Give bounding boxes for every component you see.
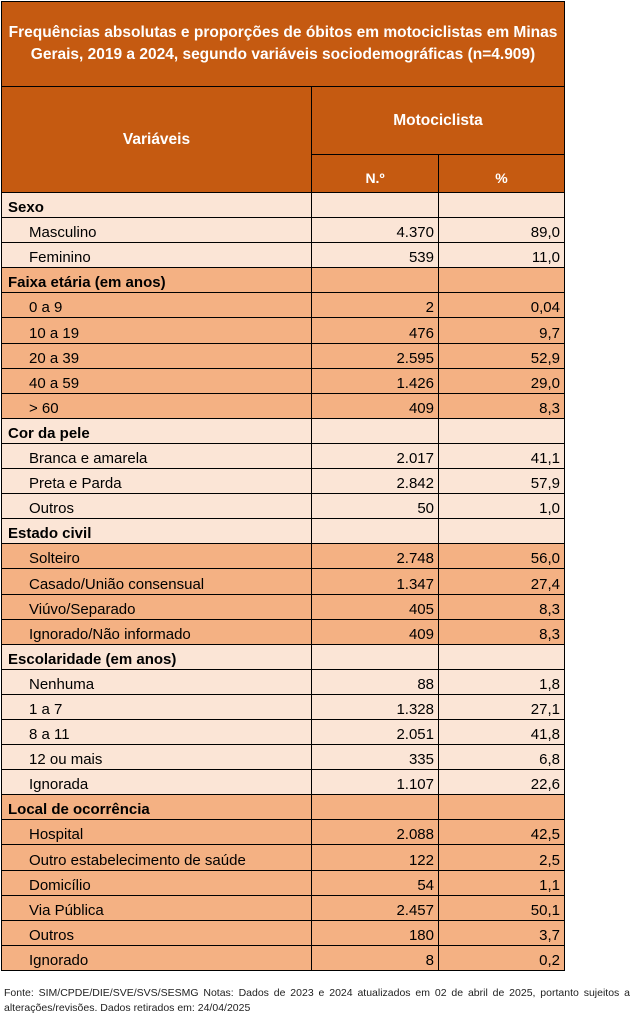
- table-row: [2, 669, 565, 694]
- row-count: 50: [312, 494, 439, 519]
- row-percent: 50,1: [439, 895, 565, 920]
- table-row: [2, 293, 565, 318]
- row-label: Feminino: [2, 243, 312, 268]
- row-label: 0 a 9: [2, 293, 312, 318]
- table-row: [2, 544, 565, 569]
- row-label: 8 a 11: [2, 719, 312, 744]
- table-row: [2, 318, 565, 343]
- section-header-row: [2, 193, 565, 218]
- table-row: [2, 393, 565, 418]
- row-percent: 52,9: [439, 343, 565, 368]
- table-row: [2, 845, 565, 870]
- row-count: 1.426: [312, 368, 439, 393]
- row-count: 539: [312, 243, 439, 268]
- section-header-row: [2, 795, 565, 820]
- row-label: Masculino: [2, 218, 312, 243]
- row-count: 2.051: [312, 719, 439, 744]
- row-percent: 27,4: [439, 569, 565, 594]
- table-row: [2, 770, 565, 795]
- row-percent: 11,0: [439, 243, 565, 268]
- row-count: 2.017: [312, 443, 439, 468]
- section-title: Faixa etária (em anos): [2, 268, 312, 293]
- row-label: > 60: [2, 393, 312, 418]
- row-count: 409: [312, 393, 439, 418]
- row-label: 20 a 39: [2, 343, 312, 368]
- empty-cell: [439, 795, 565, 820]
- row-count: 8: [312, 945, 439, 970]
- row-label: Casado/União consensual: [2, 569, 312, 594]
- row-label: Ignorado: [2, 945, 312, 970]
- row-percent: 9,7: [439, 318, 565, 343]
- row-percent: 1,1: [439, 870, 565, 895]
- row-percent: 2,5: [439, 845, 565, 870]
- row-count: 2.842: [312, 469, 439, 494]
- section-title: Cor da pele: [2, 418, 312, 443]
- row-count: 2.595: [312, 343, 439, 368]
- section-title: Sexo: [2, 193, 312, 218]
- table-row: [2, 594, 565, 619]
- row-label: Via Pública: [2, 895, 312, 920]
- row-label: Outro estabelecimento de saúde: [2, 845, 312, 870]
- header-n: N.º: [312, 155, 439, 193]
- section-title: Local de ocorrência: [2, 795, 312, 820]
- row-count: 476: [312, 318, 439, 343]
- row-label: 12 ou mais: [2, 745, 312, 770]
- row-percent: 22,6: [439, 770, 565, 795]
- row-percent: 8,3: [439, 619, 565, 644]
- row-percent: 41,1: [439, 443, 565, 468]
- table-title: Frequências absolutas e proporções de óbitos em motociclistas em Minas Gerais, 2019 a 2024, segundo variáveis sociodemográficas (n=4.909): [2, 2, 565, 87]
- row-percent: 0,04: [439, 293, 565, 318]
- table-row: [2, 619, 565, 644]
- row-percent: 29,0: [439, 368, 565, 393]
- row-percent: 27,1: [439, 694, 565, 719]
- source-footnote: Fonte: SIM/CPDE/DIE/SVE/SVS/SESMG Notas: Dados de 2023 e 2024 atualizados em 02 de abril de 2025, portanto sujeitos a alterações/revisões. Dados retirados em: 24/04/2025: [4, 987, 630, 1014]
- empty-cell: [312, 418, 439, 443]
- table-row: [2, 494, 565, 519]
- row-percent: 57,9: [439, 469, 565, 494]
- data-table-container: [1, 1, 564, 971]
- row-percent: 42,5: [439, 820, 565, 845]
- empty-cell: [439, 193, 565, 218]
- row-count: 4.370: [312, 218, 439, 243]
- row-count: 335: [312, 745, 439, 770]
- row-percent: 8,3: [439, 393, 565, 418]
- row-label: Ignorada: [2, 770, 312, 795]
- empty-cell: [439, 644, 565, 669]
- empty-cell: [312, 519, 439, 544]
- table-row: [2, 895, 565, 920]
- section-header-row: [2, 418, 565, 443]
- table-row: [2, 920, 565, 945]
- header-variaveis: Variáveis: [2, 87, 312, 193]
- table-row: [2, 469, 565, 494]
- row-percent: 8,3: [439, 594, 565, 619]
- section-title: Escolaridade (em anos): [2, 644, 312, 669]
- row-label: Outros: [2, 494, 312, 519]
- table-row: [2, 218, 565, 243]
- table-row: [2, 569, 565, 594]
- row-percent: 1,0: [439, 494, 565, 519]
- data-table: [1, 1, 565, 971]
- section-title: Estado civil: [2, 519, 312, 544]
- row-label: Solteiro: [2, 544, 312, 569]
- row-label: Outros: [2, 920, 312, 945]
- row-count: 1.107: [312, 770, 439, 795]
- row-count: 2.748: [312, 544, 439, 569]
- row-count: 405: [312, 594, 439, 619]
- empty-cell: [312, 268, 439, 293]
- row-label: Nenhuma: [2, 669, 312, 694]
- empty-cell: [312, 795, 439, 820]
- section-header-row: [2, 519, 565, 544]
- empty-cell: [312, 193, 439, 218]
- row-label: Branca e amarela: [2, 443, 312, 468]
- table-row: [2, 694, 565, 719]
- table-row: [2, 368, 565, 393]
- row-label: 10 a 19: [2, 318, 312, 343]
- empty-cell: [439, 418, 565, 443]
- empty-cell: [439, 519, 565, 544]
- table-row: [2, 443, 565, 468]
- row-count: 180: [312, 920, 439, 945]
- row-label: 1 a 7: [2, 694, 312, 719]
- row-percent: 3,7: [439, 920, 565, 945]
- row-label: 40 a 59: [2, 368, 312, 393]
- row-count: 2: [312, 293, 439, 318]
- row-count: 54: [312, 870, 439, 895]
- row-count: 1.328: [312, 694, 439, 719]
- row-label: Preta e Parda: [2, 469, 312, 494]
- table-row: [2, 820, 565, 845]
- section-header-row: [2, 268, 565, 293]
- table-row: [2, 243, 565, 268]
- row-count: 122: [312, 845, 439, 870]
- row-label: Hospital: [2, 820, 312, 845]
- table-row: [2, 343, 565, 368]
- row-percent: 89,0: [439, 218, 565, 243]
- row-label: Viúvo/Separado: [2, 594, 312, 619]
- row-count: 409: [312, 619, 439, 644]
- row-count: 2.088: [312, 820, 439, 845]
- row-percent: 56,0: [439, 544, 565, 569]
- row-percent: 41,8: [439, 719, 565, 744]
- row-count: 1.347: [312, 569, 439, 594]
- row-label: Domicílio: [2, 870, 312, 895]
- header-pct: %: [439, 155, 565, 193]
- empty-cell: [312, 644, 439, 669]
- table-row: [2, 870, 565, 895]
- section-header-row: [2, 644, 565, 669]
- row-label: Ignorado/Não informado: [2, 619, 312, 644]
- table-row: [2, 945, 565, 970]
- row-count: 88: [312, 669, 439, 694]
- row-count: 2.457: [312, 895, 439, 920]
- row-percent: 1,8: [439, 669, 565, 694]
- table-row: [2, 745, 565, 770]
- header-motociclista: Motociclista: [312, 87, 565, 155]
- row-percent: 6,8: [439, 745, 565, 770]
- empty-cell: [439, 268, 565, 293]
- table-row: [2, 719, 565, 744]
- row-percent: 0,2: [439, 945, 565, 970]
